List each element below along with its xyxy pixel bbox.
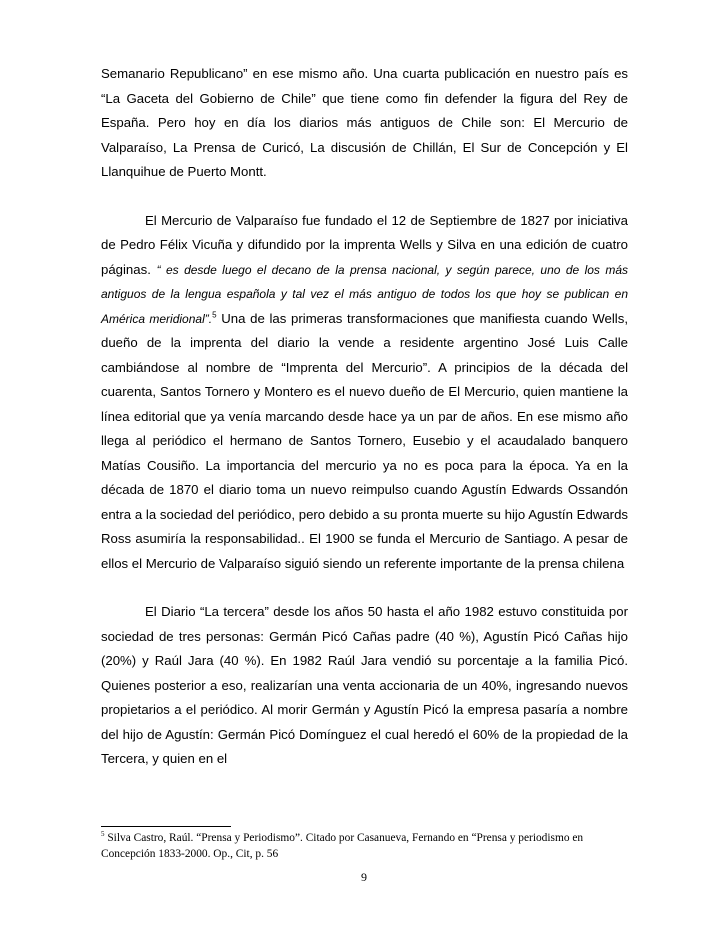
footnote-divider [101,826,231,827]
page-body [101,62,628,772]
paragraph-1 [101,62,628,185]
footnote-text: Silva Castro, Raúl. “Prensa y Periodismo”. Citado por Casanueva, Fernando en “Prensa y periodismo en Concepción 1833-2000. Op., Cit, p. 56 [101,832,584,860]
paragraph-2 [101,209,628,577]
page-number: 9 [361,870,367,884]
footnote-reference[interactable]: 5 [212,310,217,320]
footnote-number: 5 [101,830,105,839]
paragraph-3 [101,600,628,772]
paragraph-2-text-after-quote: Una de las primeras transformaciones que manifiesta cuando Wells, dueño de la imprenta del diario la vende a residente argentino José Luis Calle cambiándose al nombre de “Imprenta del Mercurio”. A principios de la década del cuarenta, Santos Tornero y Montero es el nuevo dueño de El Mercurio, quien mantiene la línea editorial que ya venía marcando desde hace ya un par de años. En ese mismo año llega al periódico el hermano de Santos Tornero, Eusebio y el acaudalado banquero Matías Cousiño. La importancia del mercurio ya no es poca para la época. Ya en la década de 1870 el diario toma un nuevo reimpulso cuando Agustín Edwards Ossandón entra a la sociedad del periódico, pero debido a su pronta muerte su hijo Agustín Edwards Ross asumiría la responsabilidad.. El 1900 se funda el Mercurio de Santiago. A pesar de ellos el Mercurio de Valparaíso siguió siendo un referente importante de la prensa chilena [101,310,628,571]
paragraph-1-text: Semanario Republicano” en ese mismo año. Una cuarta publicación en nuestro país es “La Gaceta del Gobierno de Chile” que tiene como fin defender la figura del Rey de España. Pero hoy en día los diarios más antiguos de Chile son: El Mercurio de Valparaíso, La Prensa de Curicó, La discusión de Chillán, El Sur de Concepción y El Llanquihue de Puerto Montt. [101,66,628,179]
paragraph-2-text-before-quote: El Mercurio de Valparaíso fue fundado el 12 de Septiembre de 1827 por iniciativa de Pedro Félix Vicuña y difundido por la imprenta Wells y Silva en una edición de cuatro páginas. [101,212,628,277]
paragraph-3-text: El Diario “La tercera” desde los años 50 hasta el año 1982 estuvo constituida por sociedad de tres personas: Germán Picó Cañas padre (40 %), Agustín Picó Cañas hijo (20%) y Raúl Jara (40 %). En 1982 Raúl Jara vendió su porcentaje a la familia Picó. Quienes posterior a eso, realizarían una venta accionaria de un 40%, ingresando nuevos propietarios a el periódico. Al morir Germán y Agustín Picó la empresa pasaría a nombre del hijo de Agustín: Germán Picó Domínguez el cual heredó el 60% de la propiedad de la Tercera, y quien en el [101,604,628,766]
footnote [101,830,628,862]
paragraph-2-quote: “ es desde luego el decano de la prensa nacional, y según parece, uno de los más antiguos de la lengua española y tal vez el más antiguo de todos los que hoy se publican en América meridional”. [101,262,628,326]
